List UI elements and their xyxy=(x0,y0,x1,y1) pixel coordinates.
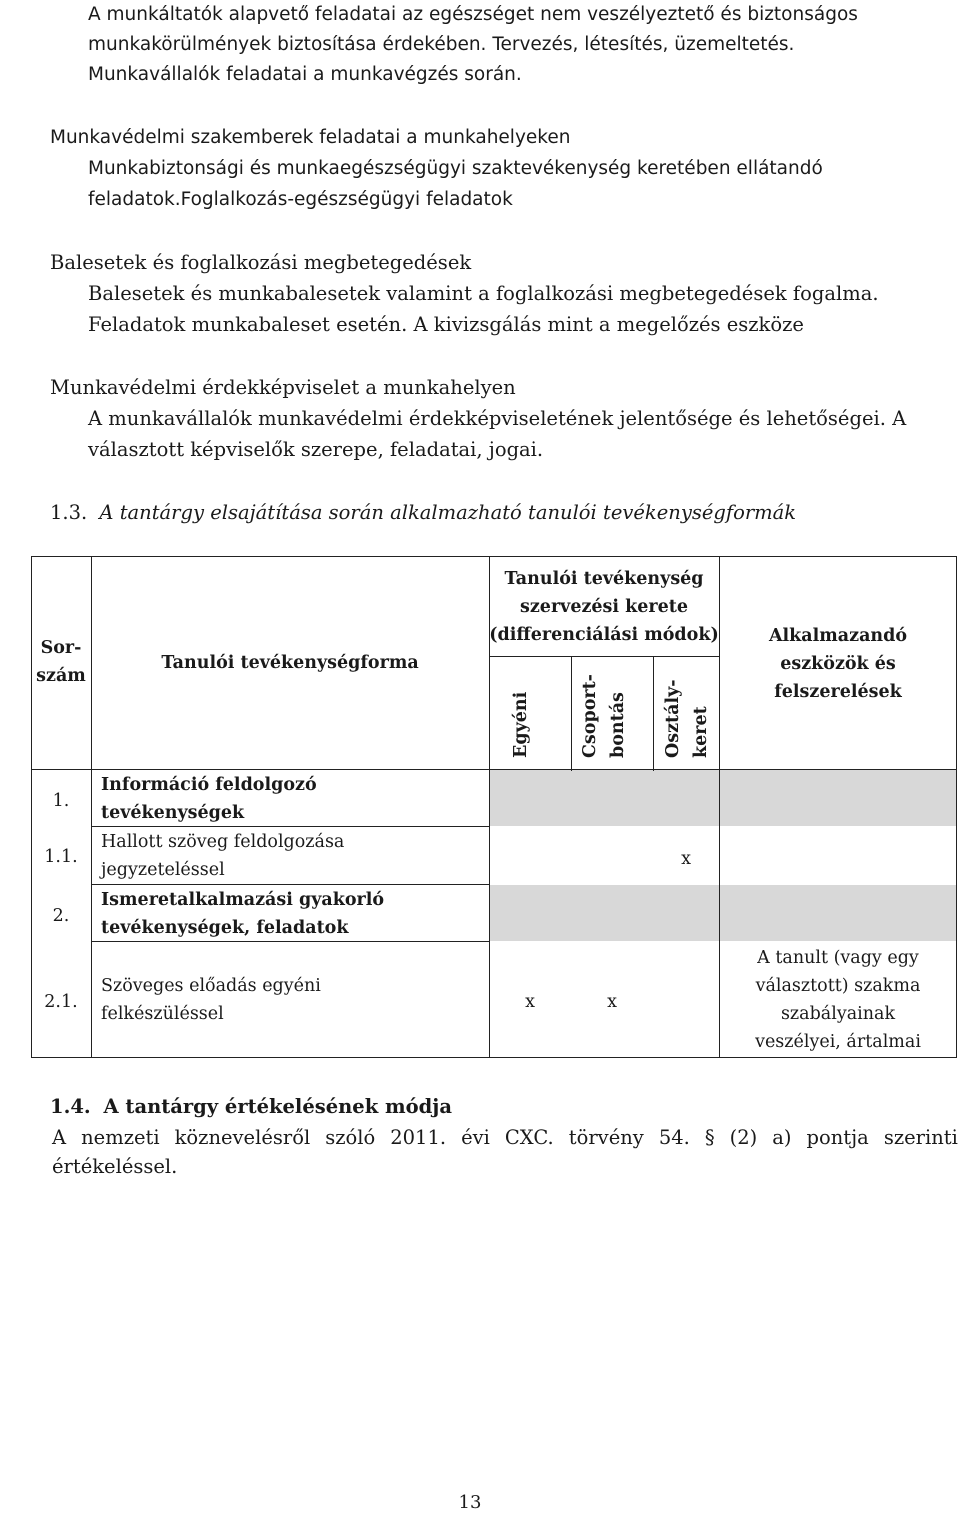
section-title-erdekkepviselet: Munkavédelmi érdekképviselet a munkahelyen xyxy=(50,376,516,399)
header-text: (differenciálási módok) xyxy=(489,625,719,645)
row-number: 2.1. xyxy=(44,992,78,1012)
word: törvény xyxy=(568,1126,644,1149)
row-number: 2. xyxy=(52,906,70,926)
section-title-balesetek: Balesetek és foglalkozási megbetegedések xyxy=(50,251,472,274)
section-number: 1.3. xyxy=(50,501,88,524)
word: 2011. xyxy=(390,1126,447,1149)
header-text: eszközök és xyxy=(780,654,896,674)
intro-line-3: Munkavállalók feladatai a munkavégzés során. xyxy=(88,64,522,85)
row-text: Szöveges előadás egyéni xyxy=(101,976,321,996)
page-number: 13 xyxy=(458,1492,482,1513)
section-1-4-line-2: értékeléssel. xyxy=(52,1155,178,1178)
word: szerinti xyxy=(883,1126,958,1149)
row-text: Információ feldolgozó xyxy=(101,775,317,795)
word: (2) xyxy=(729,1126,758,1149)
header-eszkozok xyxy=(719,622,957,706)
header-text: Sor- xyxy=(40,638,82,658)
header-text: keret xyxy=(691,706,711,758)
row-text: jegyzeteléssel xyxy=(101,860,225,880)
shaded-cell xyxy=(719,770,957,826)
section-text-line: választott képviselők szerepe, feladatai, jogai. xyxy=(88,438,544,461)
header-csoportbontas xyxy=(576,666,632,758)
header-text: Osztály- xyxy=(663,679,683,758)
row-activity xyxy=(101,828,486,884)
row-text: Hallott szöveg feldolgozása xyxy=(101,832,345,852)
section-heading-1-3 xyxy=(50,498,796,527)
header-osztalykeret xyxy=(659,666,715,758)
section-text-line: feladatok.Foglalkozás-egészségügyi feladatok xyxy=(88,189,513,210)
word: 54. xyxy=(658,1126,690,1149)
row-text: felkészüléssel xyxy=(101,1004,224,1024)
row-text: tevékenységek xyxy=(101,803,245,823)
row-activity xyxy=(101,771,486,827)
row-eszkoz xyxy=(719,944,957,1056)
word: pontja xyxy=(806,1126,869,1149)
word: szóló xyxy=(325,1126,376,1149)
shaded-cell xyxy=(719,885,957,941)
header-text: felszerelések xyxy=(774,682,902,702)
section-title: A tantárgy értékelésének módja xyxy=(103,1095,452,1118)
row-number: 1. xyxy=(52,791,70,811)
row-text: Ismeretalkalmazási gyakorló xyxy=(101,890,385,910)
section-text-line: A munkavállalók munkavédelmi érdekképviseletének jelentősége és lehetőségei. A xyxy=(88,407,907,430)
mark-egyeni: x xyxy=(525,992,535,1012)
activity-table xyxy=(31,556,957,1058)
header-text: bontás xyxy=(608,692,628,758)
word: köznevelésről xyxy=(174,1126,311,1149)
row-text: szabályainak xyxy=(780,1004,896,1024)
header-text: Alkalmazandó xyxy=(768,626,908,646)
intro-line-1: A munkáltatók alapvető feladatai az egészséget nem veszélyeztető és biztonságos xyxy=(88,4,858,25)
row-activity xyxy=(101,886,486,942)
row-text: tevékenységek, feladatok xyxy=(101,918,349,938)
word: a) xyxy=(772,1126,792,1149)
row-text: választott) szakma xyxy=(755,976,921,996)
section-title: A tantárgy elsajátítása során alkalmazható tanulói tevékenységformák xyxy=(99,501,797,524)
section-title-szakemberek: Munkavédelmi szakemberek feladatai a munkahelyeken xyxy=(50,127,571,148)
header-text: szám xyxy=(36,666,86,686)
header-sorszam xyxy=(31,634,91,690)
section-text-line: Munkabiztonsági és munkaegészségügyi szaktevékenység keretében ellátandó xyxy=(88,158,823,179)
shaded-cell xyxy=(489,885,719,941)
section-number: 1.4. xyxy=(50,1095,91,1118)
word: évi xyxy=(461,1126,490,1149)
header-text: Tanulói tevékenység xyxy=(504,569,704,589)
header-forma: Tanulói tevékenységforma xyxy=(161,653,419,673)
word: § xyxy=(704,1126,715,1149)
section-text-line: Feladatok munkabaleset esetén. A kivizsgálás mint a megelőzés eszköze xyxy=(88,313,804,336)
word: A xyxy=(52,1126,67,1149)
shaded-cell xyxy=(489,770,719,826)
row-text: A tanult (vagy egy xyxy=(757,948,919,968)
header-egyeni: Egyéni xyxy=(511,691,531,758)
row-number: 1.1. xyxy=(44,847,78,867)
section-heading-1-4 xyxy=(50,1092,452,1121)
header-text: Csoport- xyxy=(580,674,600,758)
mark-osztaly: x xyxy=(681,849,691,869)
row-text: veszélyei, ártalmai xyxy=(755,1032,921,1052)
mark-csoport: x xyxy=(607,992,617,1012)
intro-line-2: munkakörülmények biztosítása érdekében. Tervezés, létesítés, üzemeltetés. xyxy=(88,34,795,55)
section-text-line: Balesetek és munkabalesetek valamint a foglalkozási megbetegedések fogalma. xyxy=(88,282,879,305)
word: CXC. xyxy=(504,1126,554,1149)
header-text: szervezési kerete xyxy=(520,597,688,617)
word: nemzeti xyxy=(81,1126,160,1149)
row-activity xyxy=(101,972,486,1028)
section-1-4-line-1 xyxy=(52,1123,958,1152)
header-szervezesi-keret xyxy=(489,565,719,649)
